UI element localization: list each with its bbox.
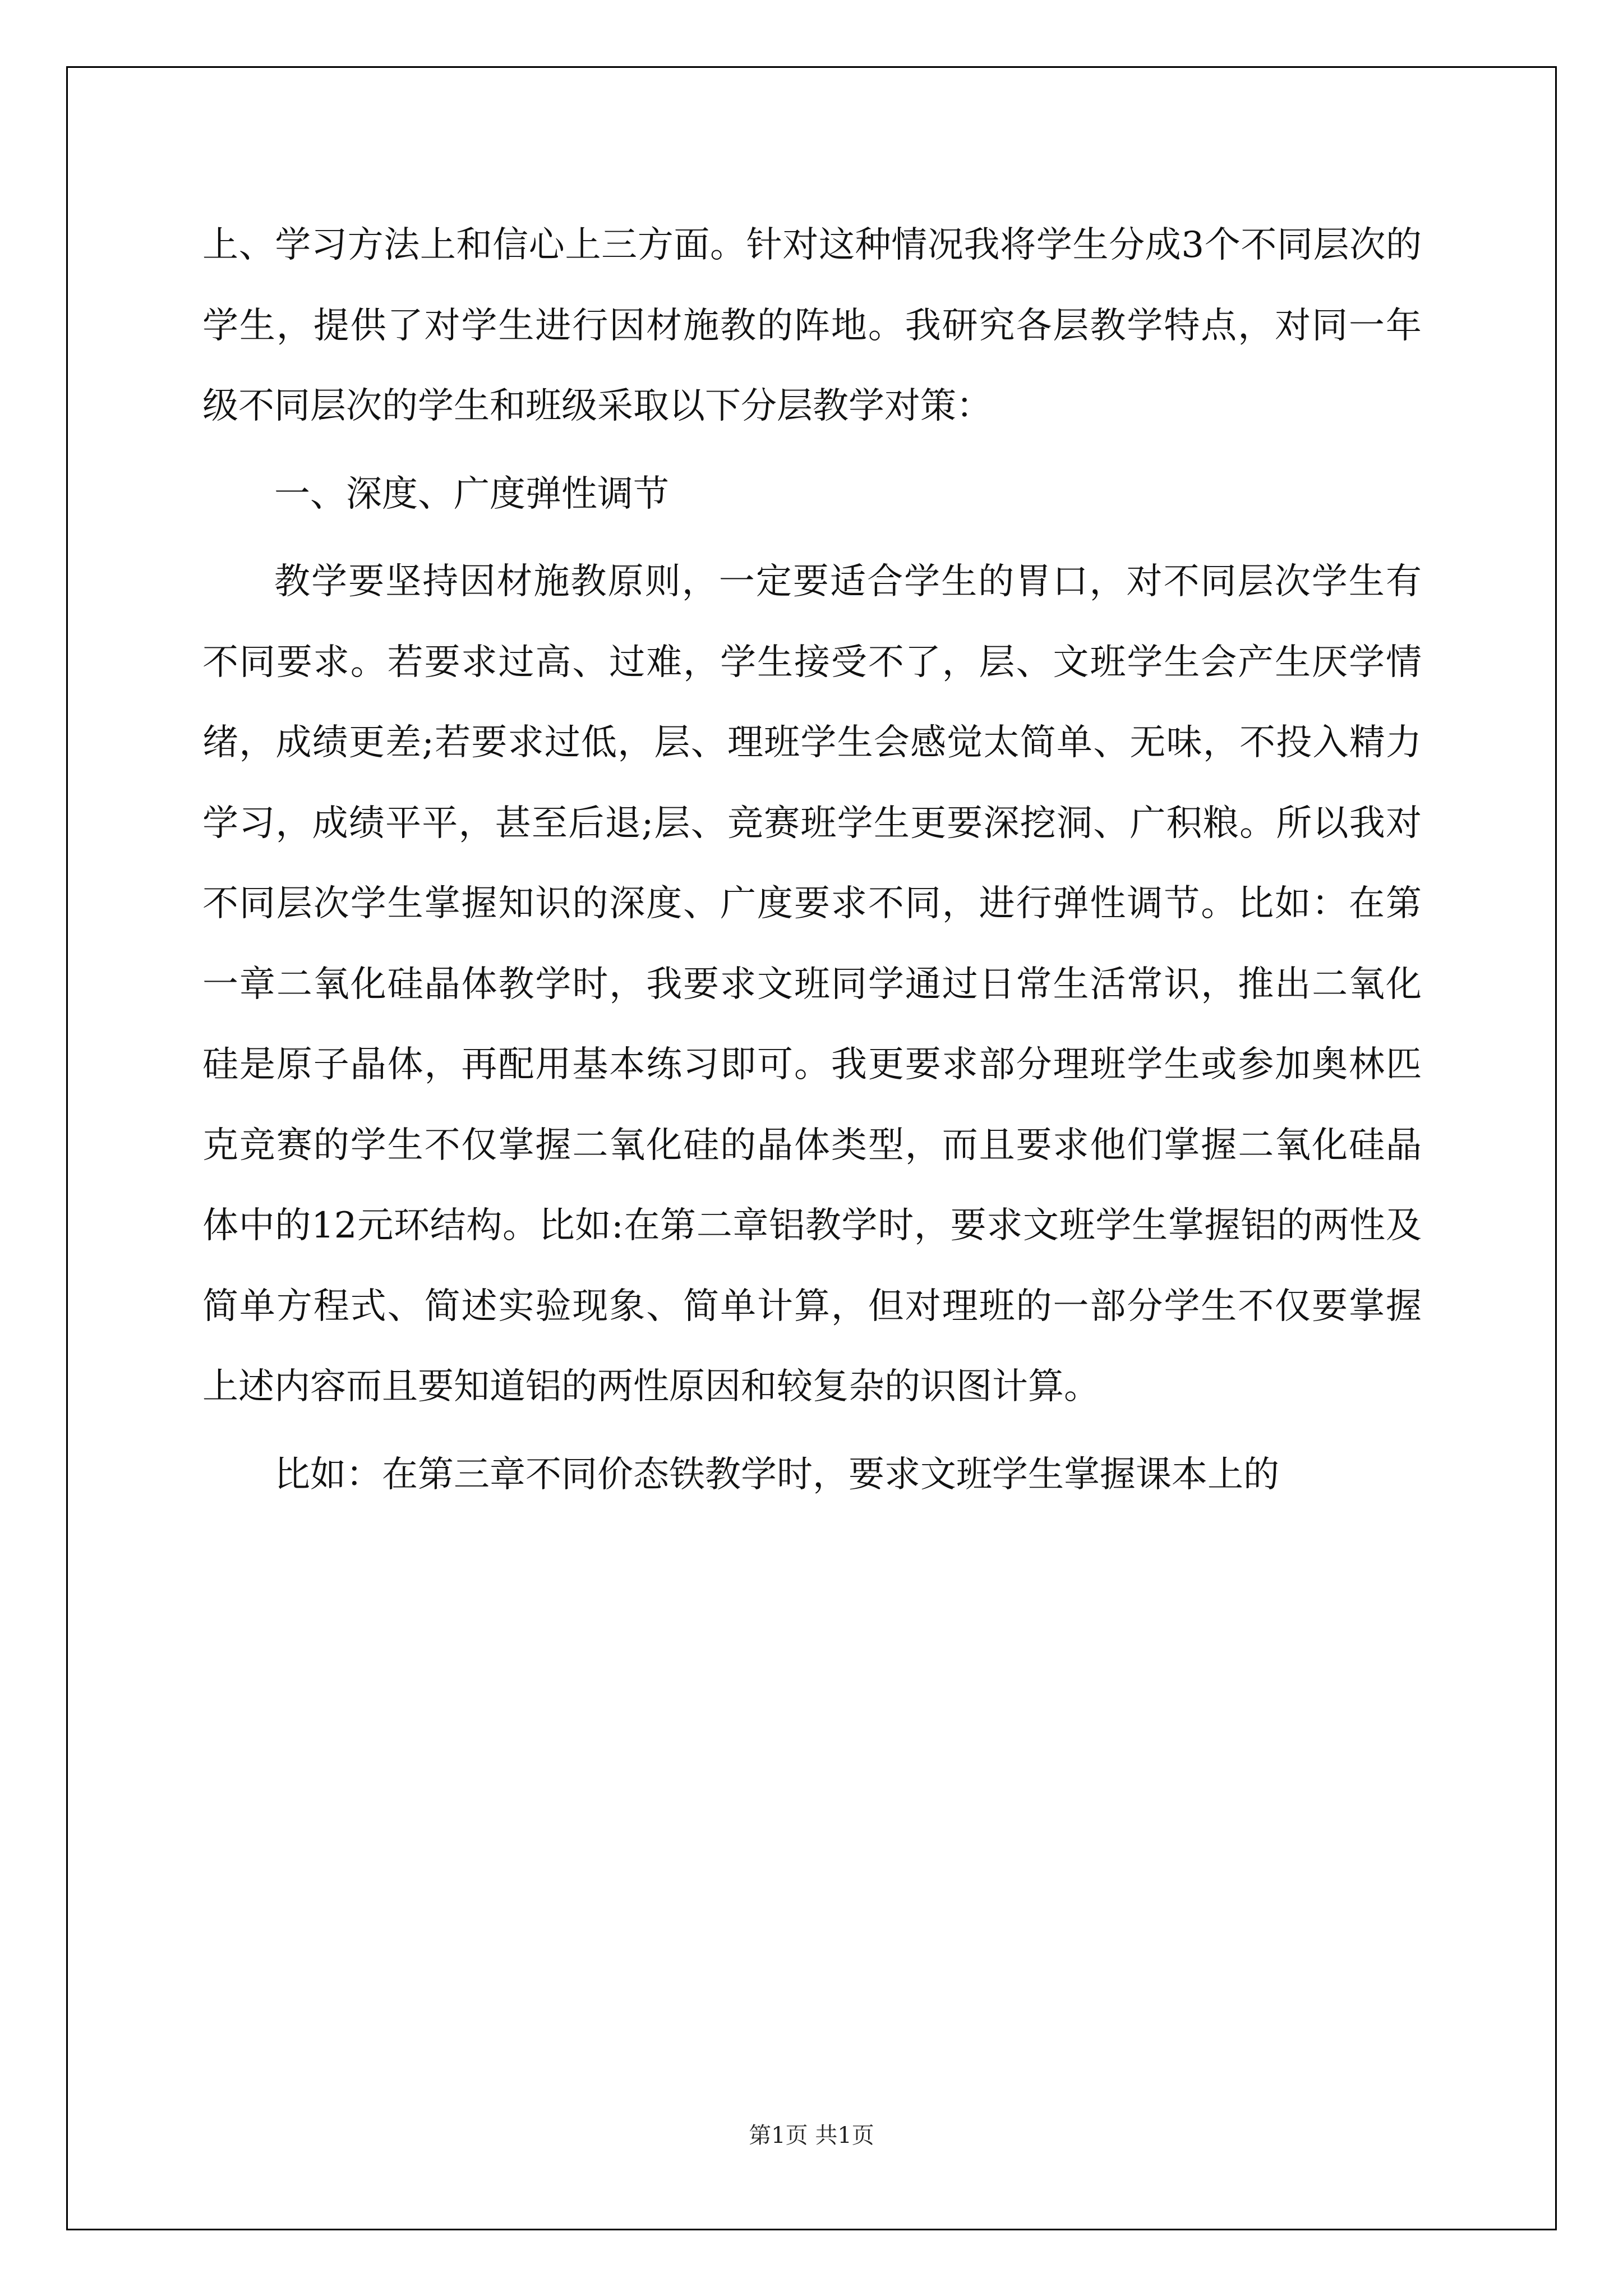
paragraph-intro: 上、学习方法上和信心上三方面。针对这种情况我将学生分成3个不同层次的学生，提供了对学生进行因材施教的阵地。我研究各层教学特点，对同一年级不同层次的学生和班级采取以下分层教学对策： bbox=[202, 224, 1422, 427]
paragraph-continued: 比如：在第三章不同价态铁教学时，要求文班学生掌握课本上的 bbox=[274, 1453, 1279, 1496]
paragraph-main: 教学要坚持因材施教原则，一定要适合学生的胃口，对不同层次学生有不同要求。若要求过高、过难，学生接受不了，层、文班学生会产生厌学情绪，成绩更差;若要求过低，层、理班学生会感觉太简单、无味，不投入精力学习，成绩平平，甚至后退;层、竞赛班学生更要深挖洞、广积粮。所以我对不同层次学生掌握知识的深度、广度要求不同，进行弹性调节。比如：在第一章二氧化硅晶体教学时，我要求文班同学通过日常生活常识，推出二氧化硅是原子晶体，再配用基本练习即可。我更要求部分理班学生或参加奥林匹克竞赛的学生不仅掌握二氧化硅的晶体类型，而且要求他们掌握二氧化硅晶体中的12元环结构。比如:在第二章铝教学时，要求文班学生掌握铝的两性及简单方程式、简述实验现象、简单计算，但对理班的一部分学生不仅要掌握上述内容而且要知道铝的两性原因和较复杂的识图计算。 bbox=[202, 561, 1422, 1407]
document-body bbox=[202, 205, 1422, 1515]
section-heading: 一、深度、广度弹性调节 bbox=[274, 473, 669, 515]
page-number-footer: 第1页 共1页 bbox=[749, 2123, 874, 2148]
